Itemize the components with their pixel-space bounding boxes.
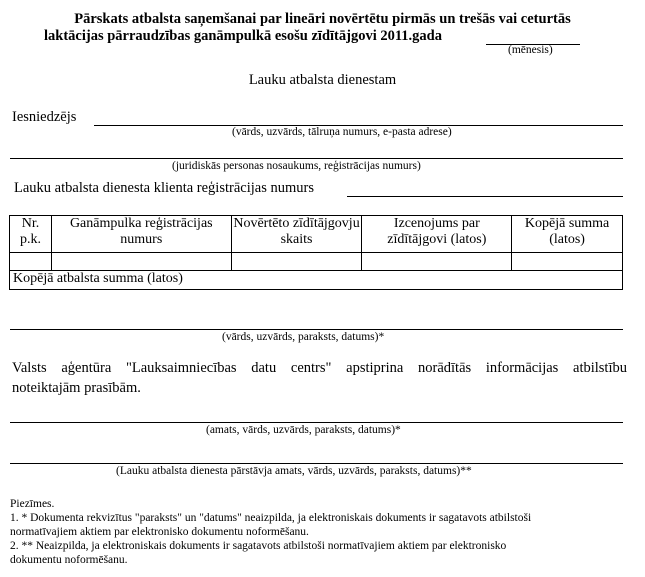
header-cow-count: Novērtēto zīdītājgovju skaits <box>231 216 362 253</box>
applicant-hint: (vārds, uzvārds, tālruņa numurs, e-pasta adrese) <box>232 126 452 138</box>
legal-entity-hint: (juridiskās personas nosaukums, reģistrācijas numurs) <box>172 160 421 172</box>
legal-entity-field[interactable] <box>10 142 623 159</box>
month-hint: (mēnesis) <box>508 44 553 56</box>
month-field[interactable] <box>486 28 580 45</box>
signature3-field[interactable] <box>10 447 623 464</box>
total-support-label: Kopējā atbalsta summa (latos) <box>13 271 183 286</box>
signature2-field[interactable] <box>10 406 623 423</box>
notes-heading: Piezīmes. <box>10 498 55 510</box>
cell-rate[interactable] <box>362 253 512 271</box>
confirmation-line-1: Valsts aģentūra "Lauksaimniecības datu centrs" apstiprina norādītās informācijas atbilstību <box>12 360 627 376</box>
signature1-field[interactable] <box>10 313 623 330</box>
note2-line2: dokumentu noformēšanu. <box>10 554 128 566</box>
client-reg-label: Lauku atbalsta dienesta klienta reģistrācijas numurs <box>14 180 314 196</box>
cell-cow-count[interactable] <box>231 253 362 271</box>
signature2-hint: (amats, vārds, uzvārds, paraksts, datums)* <box>206 424 401 436</box>
cell-total[interactable] <box>512 253 623 271</box>
signature3-hint: (Lauku atbalsta dienesta pārstāvja amats, vārds, uzvārds, paraksts, datums)** <box>116 465 472 477</box>
signature1-hint: (vārds, uzvārds, paraksts, datums)* <box>222 331 385 343</box>
client-reg-field[interactable] <box>347 180 623 197</box>
title-line-2: laktācijas pārraudzības ganāmpulkā esošu zīdītājgovi 2011.gada <box>44 28 442 44</box>
recipient: Lauku atbalsta dienestam <box>248 72 397 88</box>
cell-nr[interactable] <box>10 253 52 271</box>
applicant-field[interactable] <box>94 109 623 126</box>
header-rate: Izcenojums par zīdītājgovi (latos) <box>362 216 512 253</box>
support-table <box>9 215 623 290</box>
note2-line1: 2. ** Neaizpilda, ja elektroniskais dokuments ir sagatavots atbilstoši normatīvajiem aktiem par elektronisko <box>10 540 507 552</box>
cell-herd-reg[interactable] <box>51 253 231 271</box>
title-line-1: Pārskats atbalsta saņemšanai par lineāri novērtētu pirmās un trešās vai ceturtās <box>74 11 571 27</box>
applicant-label: Iesniedzējs <box>12 109 77 125</box>
confirmation-line-2: noteiktajām prasībām. <box>12 380 141 396</box>
note1-line2: normatīvajiem aktiem par elektronisko dokumentu noformēšanu. <box>10 526 309 538</box>
header-herd-reg: Ganāmpulka reģistrācijas numurs <box>51 216 231 253</box>
total-support-row <box>10 271 623 290</box>
notes <box>10 497 640 567</box>
header-total: Kopējā summa (latos) <box>512 216 623 253</box>
header-nr: Nr. p.k. <box>10 216 52 253</box>
note1-line1: 1. * Dokumenta rekvizītus "paraksts" un "datums" neaizpilda, ja elektroniskais dokuments ir sagatavots atbilstoši <box>10 512 532 524</box>
